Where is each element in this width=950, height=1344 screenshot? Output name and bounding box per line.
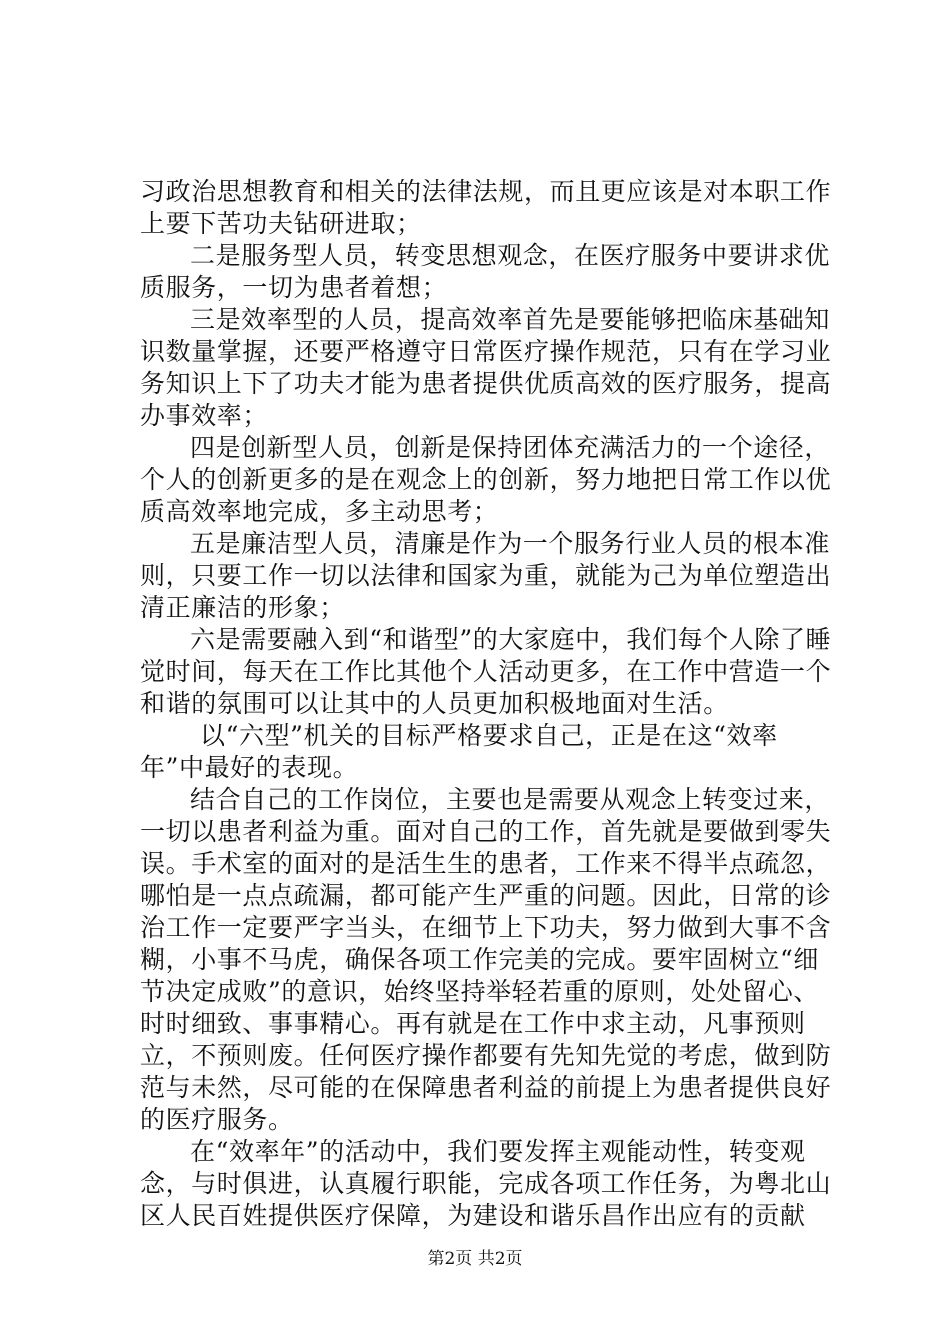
paragraph-2: 二是服务型人员，转变思想观念，在医疗服务中要讲求优质服务，一切为患者着想； bbox=[140, 241, 831, 302]
paragraph-4: 四是创新型人员，创新是保持团体充满活力的一个途径，个人的创新更多的是在观念上的创新，努力地把日常工作以优质高效率地完成，多主动思考； bbox=[140, 433, 832, 526]
paragraph-5: 五是廉洁型人员，清廉是作为一个服务行业人员的根本准则，只要工作一切以法律和国家为重，就能为己为单位塑造出清正廉洁的形象； bbox=[140, 529, 832, 622]
paragraph-3: 三是效率型的人员，提高效率首先是要能够把临床基础知识数量掌握，还要严格遵守日常医疗操作规范，只有在学习业务知识上下了功夫才能为患者提供优质高效的医疗服务，提高办事效率； bbox=[140, 305, 832, 430]
paragraph-7: 以“六型”机关的目标严格要求自己，正是在这“效率年”中最好的表现。 bbox=[140, 721, 778, 782]
paragraph-8: 结合自己的工作岗位，主要也是需要从观念上转变过来，一切以患者利益为重。面对自己的工作，首先就是要做到零失误。手术室的面对的是活生生的患者，工作来不得半点疏忽，哪怕是一点点疏漏，都可能产生严重的问题。因此，日常的诊治工作一定要严字当头，在细节上下功夫，努力做到大事不含糊，小事不马虎，确保各项工作完美的完成。要牢固树立“细节决定成败”的意识，始终坚持举轻若重的原则，处处留心、时时细致、事事精心。再有就是在工作中求主动，凡事预则立，不预则废。任何医疗操作都要有先知先觉的考虑，做到防范与未然，尽可能的在保障患者利益的前提上为患者提供良好的医疗服务。 bbox=[140, 785, 832, 1134]
paragraph-9: 在“效率年”的活动中，我们要发挥主观能动性，转变观念，与时俱进，认真履行职能，完成各项工作任务，为粤北山区人民百姓提供医疗保障，为建设和谐乐昌作出应有的贡献 bbox=[140, 1137, 832, 1230]
page-footer: 第2页 共2页 bbox=[427, 1249, 523, 1269]
document-body bbox=[140, 176, 840, 1232]
paragraph-6: 六是需要融入到“和谐型”的大家庭中，我们每个人除了睡觉时间，每天在工作比其他个人活动更多，在工作中营造一个和谐的氛围可以让其中的人员更加积极地面对生活。 bbox=[140, 625, 832, 718]
paragraph-1: 习政治思想教育和相关的法律法规，而且更应该是对本职工作上要下苦功夫钻研进取； bbox=[140, 177, 832, 238]
